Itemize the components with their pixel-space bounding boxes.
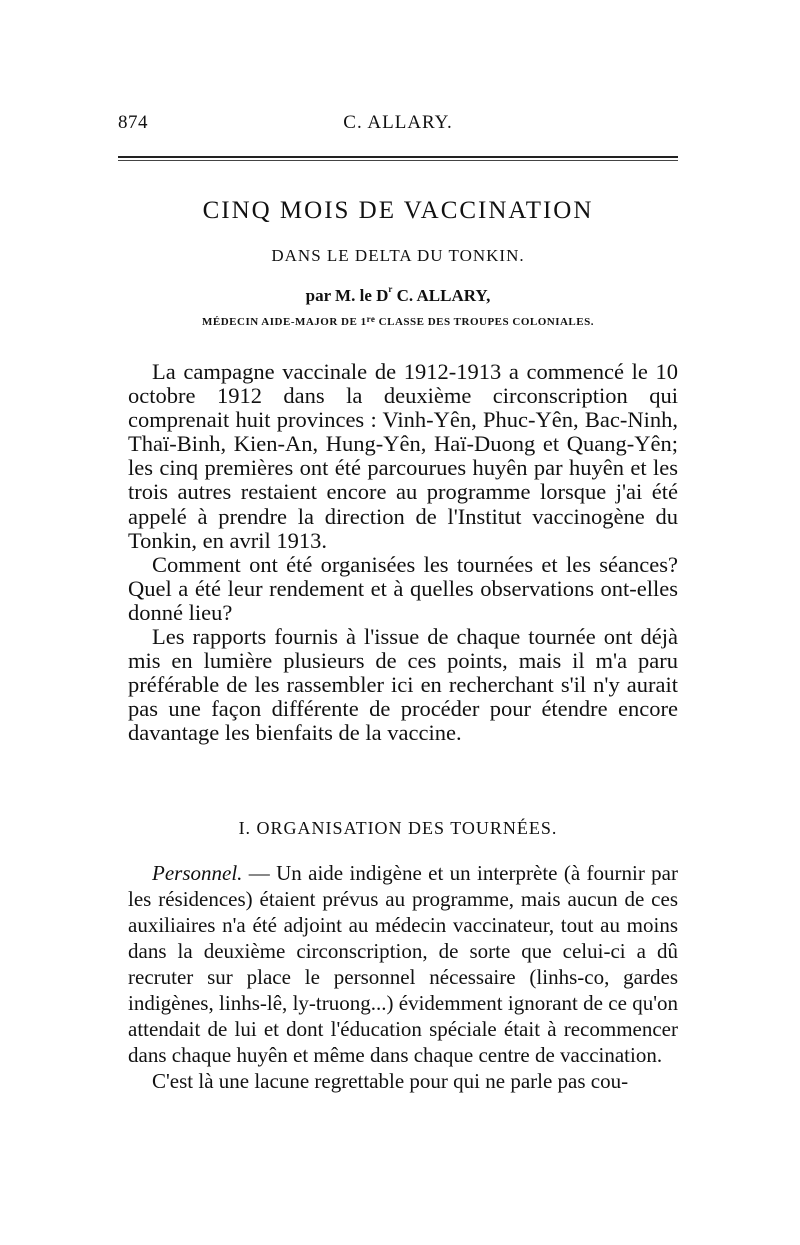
running-header bbox=[118, 112, 678, 144]
role-sup: re bbox=[366, 314, 376, 324]
paragraph: La campagne vaccinale de 1912-1913 a commencé le 10 octobre 1912 dans la deuxième circonscription qui comprenait huit provinces : Vinh-Yên, Phuc-Yên, Bac-Ninh, Thaï-Binh, Kien-An, Hung-Yên, Haï-Duong et Quang-Yên; les cinq premières ont été parcourues huyên par huyên et les trois autres restaient encore au programme lorsque j'ai été appelé à prendre la direction de l'Institut vaccinogène du Tonkin, en avril 1913. bbox=[128, 359, 678, 553]
header-rule-thin bbox=[118, 160, 678, 161]
header-rule bbox=[118, 156, 678, 158]
intro-text bbox=[128, 360, 678, 746]
author-role bbox=[118, 316, 678, 328]
paragraph: C'est là une lacune regrettable pour qui ne parle pas cou- bbox=[152, 1069, 629, 1093]
paragraph-lead: Personnel. bbox=[152, 861, 243, 885]
author-prefix: par M. le D bbox=[305, 286, 389, 305]
author-name: C. ALLARY, bbox=[392, 286, 491, 305]
author-line bbox=[118, 286, 678, 306]
section-text bbox=[128, 860, 678, 1094]
page-number: 874 bbox=[118, 112, 148, 133]
paragraph: Les rapports fournis à l'issue de chaque tournée ont déjà mis en lumière plusieurs de ces points, mais il m'a paru préférable de les rassembler ici en recherchant s'il n'y aurait pas une façon différente de procéder pour étendre encore davantage les bienfaits de la vaccine. bbox=[128, 624, 678, 746]
role-prefix: MÉDECIN AIDE-MAJOR DE 1 bbox=[202, 316, 367, 328]
running-title: C. ALLARY. bbox=[343, 112, 453, 133]
paragraph: Comment ont été organisées les tournées et les séances? Quel a été leur rendement et à quelles observations ont-elles donné lieu? bbox=[128, 551, 678, 625]
paragraph bbox=[128, 860, 678, 1068]
article-title: CINQ MOIS DE VACCINATION bbox=[202, 197, 594, 224]
section-heading: I. ORGANISATION DES TOURNÉES. bbox=[238, 818, 558, 838]
author-sup: r bbox=[388, 284, 393, 294]
article-subtitle: DANS LE DELTA DU TONKIN. bbox=[271, 246, 525, 265]
paragraph-body: — Un aide indigène et un interprète (à fournir par les résidences) étaient prévus au programme, mais aucun de ces auxiliaires n'a été adjoint au médecin vaccinateur, tout au moins dans la deuxième circonscription, de sorte que celui-ci a dû recruter sur place le personnel nécessaire (linhs-co, gardes indigènes, linhs-lê, ly-truong...) évidemment ignorant de ce qu'on attendait de lui et dont l'éducation spéciale était à recommencer dans chaque huyên et même dans chaque centre de vaccination. bbox=[128, 861, 678, 1067]
role-suffix: CLASSE DES TROUPES COLONIALES. bbox=[375, 316, 594, 328]
